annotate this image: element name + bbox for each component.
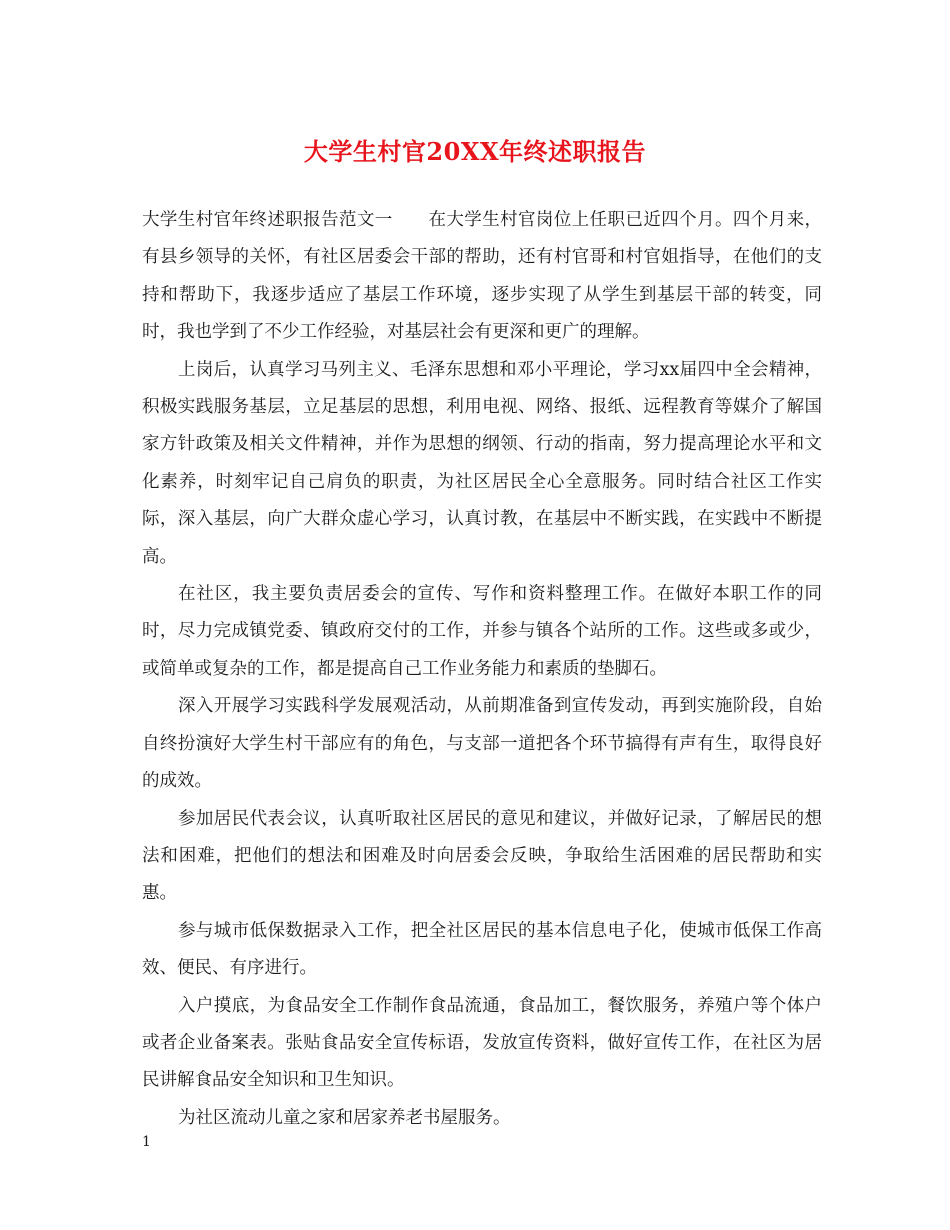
page-number: 1	[142, 1134, 151, 1150]
paragraph-food-safety: 入户摸底，为食品安全工作制作食品流通，食品加工，餐饮服务，养殖户等个体户或者企业备案表。张贴食品安全宣传标语，发放宣传资料，做好宣传工作，在社区为居民讲解食品安全知识和卫生知识。	[142, 995, 822, 1091]
paragraph-study: 上岗后，认真学习马列主义、毛泽东思想和邓小平理论，学习xx届四中全会精神，积极实践服务基层，立足基层的思想，利用电视、网络、报纸、远程教育等媒介了解国家方针政策及相关文件精神，并作为思想的纲领、行动的指南，努力提高理论水平和文化素养，时刻牢记自己肩负的职责，为社区居民全心全意服务。同时结合社区工作实际，深入基层，向广大群众虚心学习，认真讨教，在基层中不断实践，在实践中不断提高。	[142, 359, 822, 567]
document-title: 大学生村官20XX年终述职报告	[303, 137, 647, 166]
paragraph-resident-meeting: 参加居民代表会议，认真听取社区居民的意见和建议，并做好记录，了解居民的想法和困难，把他们的想法和困难及时向居委会反映，争取给生活困难的居民帮助和实惠。	[142, 808, 822, 904]
paragraph-intro: 大学生村官年终述职报告范文一 在大学生村官岗位上任职已近四个月。四个月来，有县乡领导的关怀，有社区居委会干部的帮助，还有村官哥和村官姐指导，在他们的支持和帮助下，我逐步适应了基层工作环境，逐步实现了从学生到基层干部的转变，同时，我也学到了不少工作经验，对基层社会有更深和更广的理解。	[142, 210, 822, 343]
paragraph-community-work: 在社区，我主要负责居委会的宣传、写作和资料整理工作。在做好本职工作的同时，尽力完成镇党委、镇政府交付的工作，并参与镇各个站所的工作。这些或多或少，或简单或复杂的工作，都是提高自己工作业务能力和素质的垫脚石。	[142, 584, 822, 679]
document-body	[142, 202, 822, 1137]
paragraph-practice-activity: 深入开展学习实践科学发展观活动，从前期准备到宣传发动，再到实施阶段，自始自终扮演好大学生村干部应有的角色，与支部一道把各个环节搞得有声有生，取得良好的成效。	[142, 696, 822, 792]
paragraph-children-elderly: 为社区流动儿童之家和居家养老书屋服务。	[178, 1107, 511, 1128]
paragraph-low-income-data: 参与城市低保数据录入工作，把全社区居民的基本信息电子化，使城市低保工作高效、便民、有序进行。	[142, 920, 822, 979]
